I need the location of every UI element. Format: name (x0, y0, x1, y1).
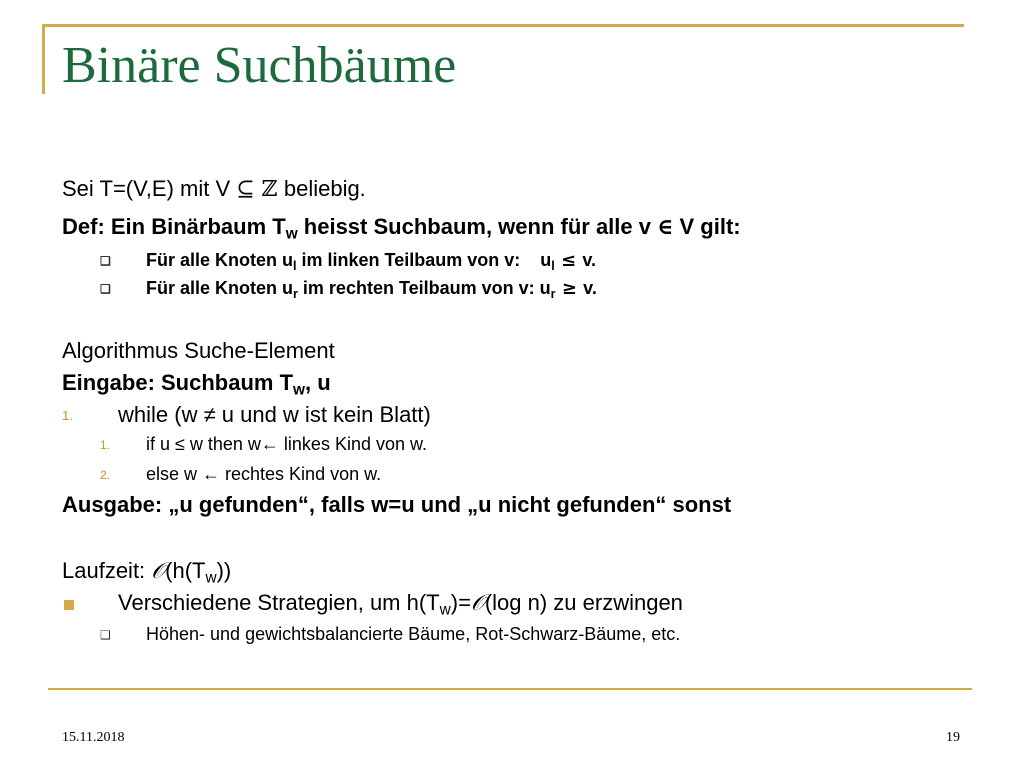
strategies-sub-text: Höhen- und gewichtsbalancierte Bäume, Rot-Schwarz-Bäume, etc. (146, 624, 681, 644)
runtime-text-a: Laufzeit: (62, 558, 152, 583)
step-1-2-number: 2. (100, 468, 111, 482)
square-bullet-icon: ❑ (100, 254, 111, 268)
runtime-subscript: w (205, 569, 217, 587)
algorithm-input (62, 370, 331, 400)
algorithm-name: Algorithmus Suche-Element (62, 338, 335, 363)
cond-left-sub2: l (551, 258, 555, 273)
footer-divider (48, 688, 972, 690)
def-text-b: heisst Suchbaum, wenn für alle v (297, 214, 658, 239)
intro-text-b: beliebig. (277, 176, 366, 201)
def-subscript: w (285, 225, 298, 243)
step-1-1-number: 1. (100, 438, 111, 452)
strategies-subscript: w (439, 601, 451, 619)
runtime-line (62, 558, 231, 588)
def-text-c: V gilt: (673, 214, 741, 239)
intro-line (62, 176, 366, 202)
step-1-2 (62, 464, 962, 488)
cond-right-sub2: r (550, 286, 556, 301)
element-symbol: ∈ (657, 214, 674, 240)
strategies-text-c: (log n) zu erzwingen (484, 590, 683, 615)
cond-left-op: ≤ (554, 250, 583, 271)
frame-top-line (42, 24, 964, 27)
def-text-a: Def: Ein Binärbaum T (62, 214, 286, 239)
input-text-b: , u (305, 370, 331, 395)
square-bullet-icon: ❑ (100, 282, 111, 296)
cond-right-pre: Für alle Knoten u (146, 278, 294, 298)
input-subscript: w (293, 381, 306, 399)
strategies-text-b: )= (450, 590, 471, 615)
footer-date: 15.11.2018 (62, 730, 125, 745)
runtime-text-b: (h(T (165, 558, 206, 583)
strategies-text-a: Verschiedene Strategien, um h(T (118, 590, 440, 615)
slide-title: Binäre Suchbäume (62, 37, 457, 94)
step-1-1 (62, 434, 962, 458)
cond-left-mid: im linken Teilbaum von v: u (296, 250, 552, 270)
page-number: 19 (946, 730, 960, 745)
step-1-1-text: if u ≤ w then w← linkes Kind von w. (146, 434, 428, 454)
cond-left-sub: l (293, 258, 297, 273)
intro-text-a: Sei T=(V,E) mit V (62, 176, 237, 201)
cond-left-post: v. (582, 250, 597, 270)
big-o-symbol: 𝒪 (470, 591, 485, 616)
cond-right-post: v. (583, 278, 597, 298)
step-1 (62, 402, 962, 430)
step-1-text: while (w ≠ u und w ist kein Blatt) (118, 402, 431, 427)
square-bullet-icon (64, 600, 74, 610)
step-1-number: 1. (62, 408, 73, 423)
subset-symbol: ⊆ ℤ (236, 177, 278, 202)
step-1-2-text: else w ← rechtes Kind von w. (146, 464, 382, 484)
condition-item-left (62, 250, 962, 274)
algorithm-output: Ausgabe: „u gefunden“, falls w=u und „u nicht gefunden“ sonst (62, 492, 732, 517)
frame-left-line (42, 24, 45, 94)
condition-item-right (62, 278, 962, 302)
square-bullet-icon: ❑ (100, 628, 111, 642)
strategies-sub-item (62, 624, 962, 648)
cond-left-pre: Für alle Knoten u (146, 250, 294, 270)
cond-right-mid: im rechten Teilbaum von v: u (297, 278, 551, 298)
definition-line (62, 214, 741, 244)
input-text-a: Eingabe: Suchbaum T (62, 370, 294, 395)
strategies-item (62, 590, 962, 620)
runtime-text-c: )) (216, 558, 232, 583)
cond-right-sub: r (293, 286, 298, 301)
cond-right-op: ≥ (555, 278, 584, 299)
big-o-symbol: 𝒪 (151, 559, 166, 584)
